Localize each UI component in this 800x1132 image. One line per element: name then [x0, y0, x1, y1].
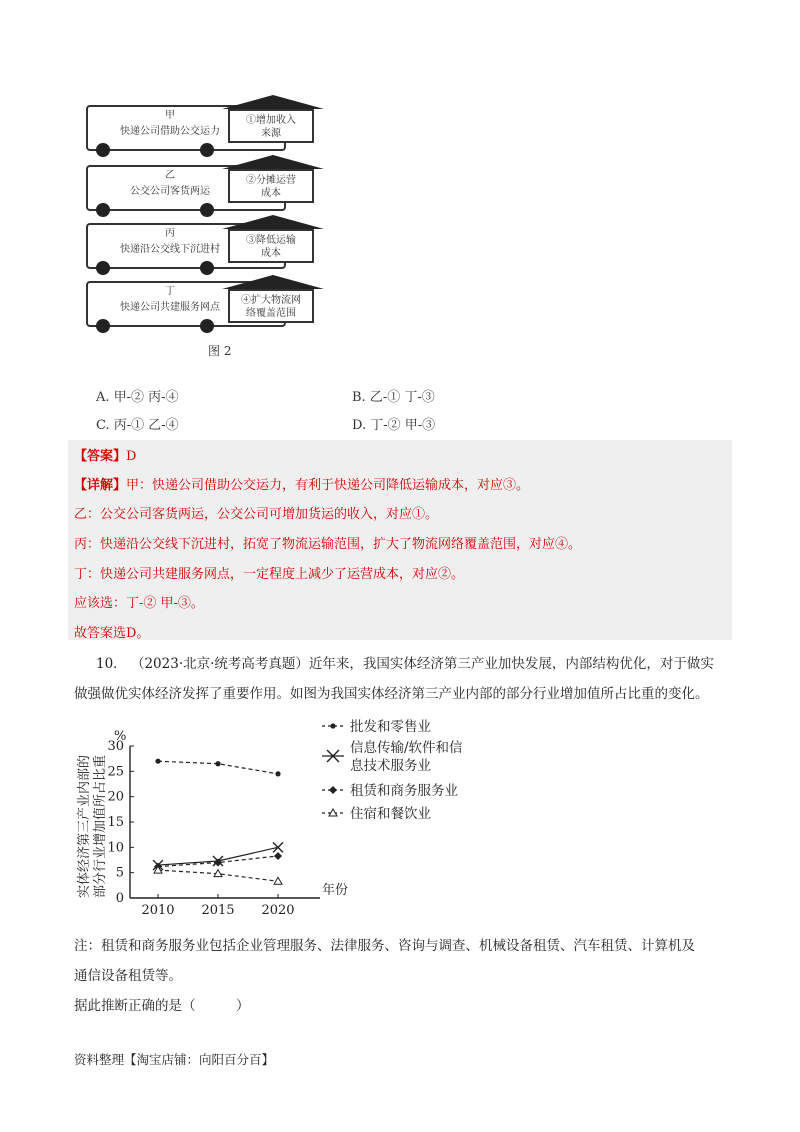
wheel-icon [200, 261, 214, 275]
detail-line: 丙：快递沿公交线下沉进村，拓宽了物流运输范围，扩大了物流网络覆盖范围，对应④。 [74, 537, 582, 552]
legend-marker-dot [330, 723, 335, 728]
wheel-icon [96, 203, 110, 217]
y-tick-label: 10 [107, 840, 124, 856]
house-line: ②分摊运营 [246, 175, 296, 186]
x-axis-label: 年份 [322, 883, 349, 898]
option-d: D. 丁-② 甲-③ [352, 418, 436, 433]
legend-marker-diamond [329, 786, 337, 794]
x-tick-label: 2015 [201, 903, 235, 918]
figure-caption: 图 2 [208, 344, 232, 358]
detail-text: 甲：快递公司借助公交运力，有利于快递公司降低运输成本，对应③。 [126, 478, 530, 493]
answer-tag: 【答案】 [74, 449, 127, 464]
truck-title: 丁 [165, 286, 175, 297]
house-line: 成本 [261, 188, 281, 199]
chart-svg [60, 718, 480, 918]
truck-text: 公交公司客货两运 [130, 186, 210, 197]
house-line: ①增加收入 [246, 115, 296, 126]
question-line: 做强做优实体经济发挥了重要作用。如图为我国实体经济第三产业内部的部分行业增加值所占比重的变化。 [74, 686, 709, 702]
house-line: ③降低运输 [246, 235, 296, 246]
y-tick-label: 15 [107, 815, 124, 830]
truck-text: 快递公司共建服务网点 [120, 302, 220, 313]
note-line: 注：租赁和商务服务业包括企业管理服务、法律服务、咨询与调查、机械设备租赁、汽车租赁、计算机及 [74, 938, 695, 954]
detail-line: 故答案选D。 [74, 626, 150, 641]
y-tick-label: 25 [107, 764, 124, 780]
house-line: 成本 [261, 248, 281, 259]
legend-label: 信息传输/软件和信 [350, 740, 463, 756]
y-tick-label: 20 [107, 789, 124, 805]
y-axis-label: 实体经济第三产业内部的 [77, 754, 92, 898]
footer: 资料整理【淘宝店铺：向阳百分百】 [74, 1052, 275, 1067]
data-point-dot [155, 759, 160, 764]
detail-tag: 【详解】 [74, 478, 127, 493]
wheel-icon [96, 261, 110, 275]
legend-label: 住宿和餐饮业 [350, 806, 431, 822]
answer-value: D [126, 449, 137, 464]
wheel-icon [200, 203, 214, 217]
question-line: 10． （2023·北京·统考高考真题）近年来，我国实体经济第三产业加快发展，内部结构优化，对于做实 [96, 656, 714, 672]
wheel-icon [96, 143, 110, 157]
house-line: ④扩大物流网 [241, 295, 301, 306]
y-tick-label: 30 [107, 739, 124, 754]
truck-title: 乙 [165, 170, 175, 181]
truck-text: 快递沿公交线下沉进村 [120, 244, 220, 255]
answer-line [74, 445, 136, 464]
x-tick-label: 2020 [261, 903, 295, 918]
question-prompt: 据此推断正确的是（ ） [74, 998, 250, 1014]
truck-title: 丙 [165, 228, 175, 239]
x-tick-label: 2010 [141, 903, 175, 918]
data-point-diamond [214, 859, 222, 867]
detail-line: 乙：公交公司客货两运，公交公司可增加货运的收入，对应①。 [74, 507, 439, 522]
detail-line [74, 474, 529, 493]
legend-label: 息技术服务业 [350, 758, 431, 774]
house-2 [228, 155, 318, 203]
wheel-icon [200, 319, 214, 333]
legend-label: 批发和零售业 [350, 719, 431, 735]
house-4 [228, 275, 318, 323]
line-chart [60, 718, 480, 918]
data-point-dot [275, 771, 280, 776]
detail-line: 丁：快递公司共建服务网点，一定程度上减少了运营成本，对应②。 [74, 567, 465, 582]
truck-text: 快递公司借助公交运力 [120, 126, 220, 137]
wheel-icon [200, 143, 214, 157]
option-b: B. 乙-① 丁-③ [352, 390, 435, 405]
house-1 [228, 95, 318, 143]
data-point-triangle [274, 877, 282, 884]
data-point-diamond [274, 852, 282, 860]
house-line: 络覆盖范围 [246, 308, 296, 319]
truck-title: 甲 [165, 110, 175, 121]
house-3 [228, 215, 318, 263]
y-axis-label: 部分行业增加值所占比重 [93, 754, 108, 898]
y-tick-label: 0 [115, 891, 124, 906]
y-tick-label: 5 [115, 865, 124, 881]
figure-2 [80, 95, 340, 365]
option-c: C. 丙-① 乙-④ [96, 418, 179, 433]
detail-line: 应该选：丁-② 甲-③。 [74, 596, 204, 611]
note-line: 通信设备租赁等。 [74, 968, 182, 984]
option-a: A. 甲-② 丙-④ [96, 390, 179, 405]
y-unit: % [114, 729, 127, 744]
house-line: 来源 [261, 128, 281, 139]
wheel-icon [96, 319, 110, 333]
legend-label: 租赁和商务服务业 [350, 783, 458, 799]
data-point-dot [215, 761, 220, 766]
